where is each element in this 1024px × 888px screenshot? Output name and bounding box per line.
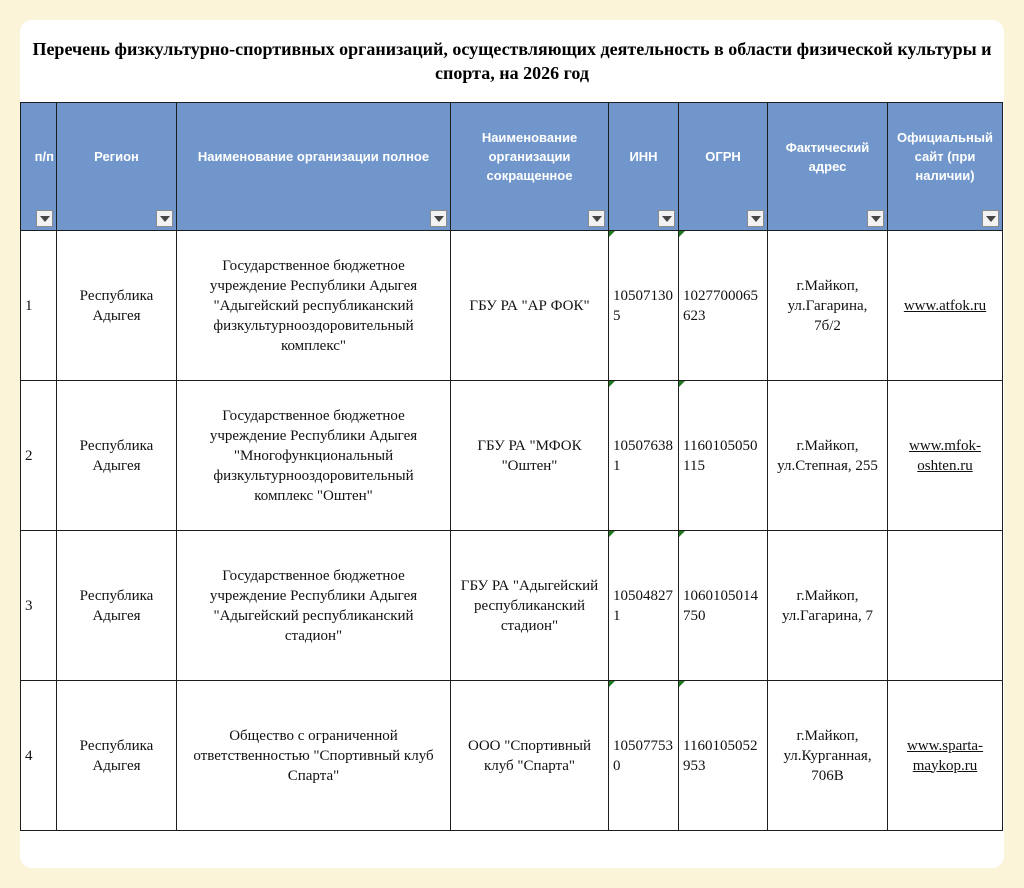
cell-address[interactable]: г.Майкоп, ул.Гагарина, 7б/2 xyxy=(768,231,888,381)
header-address: Фактический адрес xyxy=(768,103,888,231)
cell-full-name[interactable]: Государственное бюджетное учреждение Республики Адыгея "Многофункциональный физкультурнооздоровительный комплекс "Оштен" xyxy=(177,381,451,531)
filter-dropdown-icon[interactable] xyxy=(982,210,999,227)
filter-dropdown-icon[interactable] xyxy=(747,210,764,227)
cell-region[interactable]: Республика Адыгея xyxy=(57,681,177,831)
filter-dropdown-icon[interactable] xyxy=(588,210,605,227)
cell-full-name[interactable]: Государственное бюджетное учреждение Республики Адыгея "Адыгейский республиканский физкультурнооздоровительный комплекс" xyxy=(177,231,451,381)
filter-dropdown-icon[interactable] xyxy=(36,210,53,227)
table-row xyxy=(21,681,1003,831)
cell-short-name[interactable]: ООО "Спортивный клуб "Спарта" xyxy=(451,681,609,831)
organizations-table xyxy=(20,102,1003,831)
cell-ogrn[interactable]: 1160105050115 xyxy=(679,381,768,531)
cell-inn[interactable]: 105071305 xyxy=(609,231,679,381)
cell-num[interactable]: 1 xyxy=(21,231,57,381)
header-ogrn: ОГРН xyxy=(679,103,768,231)
table-row xyxy=(21,531,1003,681)
filter-dropdown-icon[interactable] xyxy=(156,210,173,227)
cell-num[interactable]: 3 xyxy=(21,531,57,681)
cell-ogrn[interactable]: 1060105014750 xyxy=(679,531,768,681)
cell-region[interactable]: Республика Адыгея xyxy=(57,531,177,681)
header-site: Официальный сайт (при наличии) xyxy=(888,103,1003,231)
header-short-name: Наименование организации сокращенное xyxy=(451,103,609,231)
filter-dropdown-icon[interactable] xyxy=(430,210,447,227)
site-link[interactable]: www.mfok-oshten.ru xyxy=(909,437,981,474)
cell-region[interactable]: Республика Адыгея xyxy=(57,381,177,531)
cell-site[interactable] xyxy=(888,531,1003,681)
cell-region[interactable]: Республика Адыгея xyxy=(57,231,177,381)
header-full-name: Наименование организации полное xyxy=(177,103,451,231)
header-inn: ИНН xyxy=(609,103,679,231)
cell-short-name[interactable]: ГБУ РА "Адыгейский республиканский стадион" xyxy=(451,531,609,681)
cell-full-name[interactable]: Государственное бюджетное учреждение Республики Адыгея "Адыгейский республиканский стадион" xyxy=(177,531,451,681)
cell-short-name[interactable]: ГБУ РА "МФОК "Оштен" xyxy=(451,381,609,531)
cell-num[interactable]: 2 xyxy=(21,381,57,531)
cell-site[interactable] xyxy=(888,231,1003,381)
cell-num[interactable]: 4 xyxy=(21,681,57,831)
cell-address[interactable]: г.Майкоп, ул.Курганная, 706В xyxy=(768,681,888,831)
cell-full-name[interactable]: Общество с ограниченной ответственностью "Спортивный клуб Спарта" xyxy=(177,681,451,831)
cell-inn[interactable]: 105077530 xyxy=(609,681,679,831)
cell-inn[interactable]: 105076381 xyxy=(609,381,679,531)
header-region: Регион xyxy=(57,103,177,231)
table-row xyxy=(21,381,1003,531)
header-num: п/п xyxy=(21,103,57,231)
cell-site[interactable] xyxy=(888,381,1003,531)
filter-dropdown-icon[interactable] xyxy=(658,210,675,227)
page-title xyxy=(20,20,1004,102)
page-title-text: Перечень физкультурно-спортивных организаций, осуществляющих деятельность в области физической культуры и спорта, на 2026 год xyxy=(32,39,992,83)
filter-dropdown-icon[interactable] xyxy=(867,210,884,227)
cell-site[interactable] xyxy=(888,681,1003,831)
site-link[interactable]: www.atfok.ru xyxy=(903,297,987,314)
cell-address[interactable]: г.Майкоп, ул.Степная, 255 xyxy=(768,381,888,531)
cell-ogrn[interactable]: 1027700065623 xyxy=(679,231,768,381)
cell-inn[interactable]: 105048271 xyxy=(609,531,679,681)
cell-short-name[interactable]: ГБУ РА "АР ФОК" xyxy=(451,231,609,381)
document-frame xyxy=(20,20,1004,868)
site-link[interactable]: www.sparta-maykop.ru xyxy=(906,737,984,774)
table-row xyxy=(21,231,1003,381)
cell-ogrn[interactable]: 1160105052953 xyxy=(679,681,768,831)
cell-address[interactable]: г.Майкоп, ул.Гагарина, 7 xyxy=(768,531,888,681)
header-row xyxy=(21,103,1003,231)
